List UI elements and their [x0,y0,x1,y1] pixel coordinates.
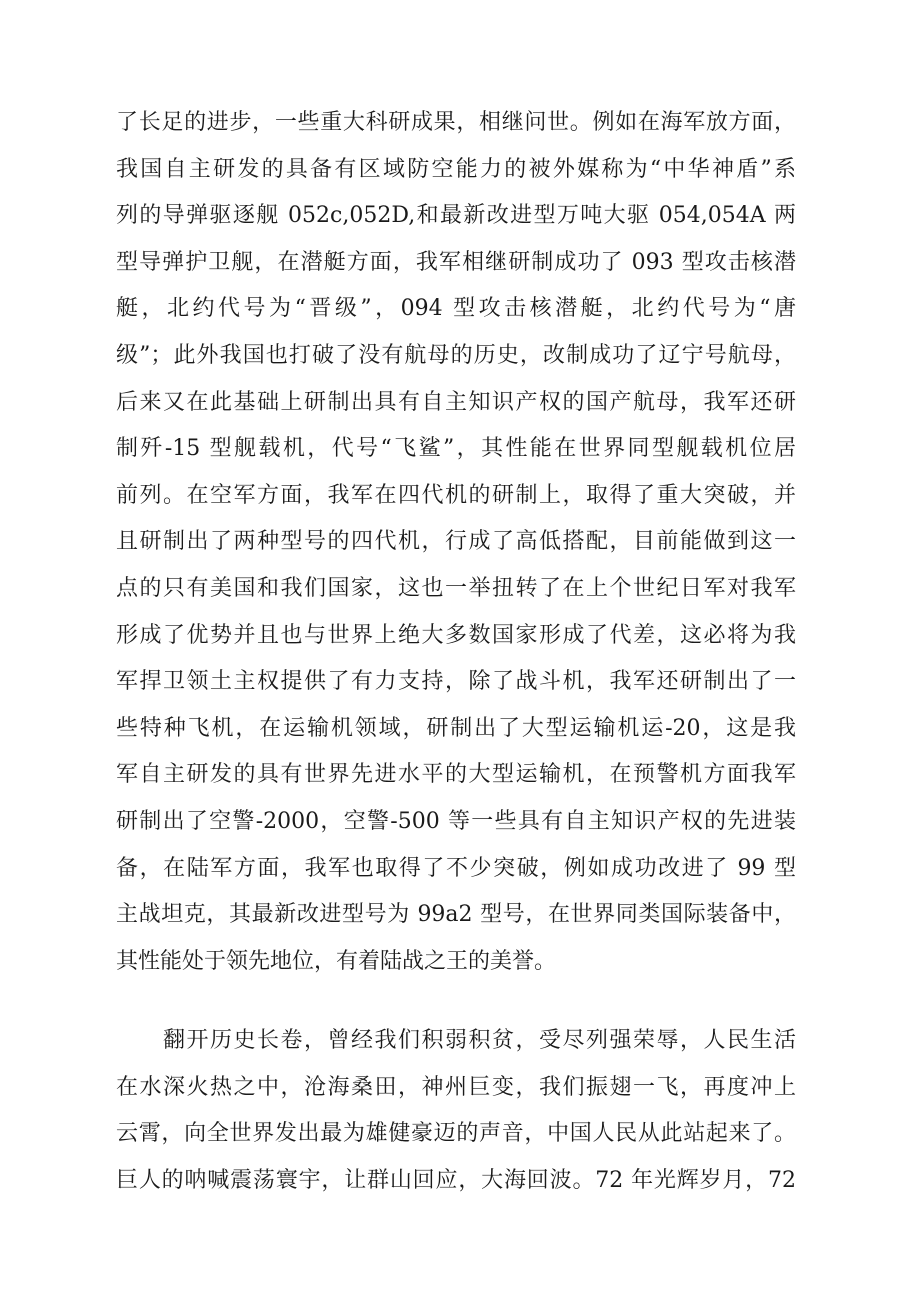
text-line: 形成了优势并且也与世界上绝大多数国家形成了代差，这必将为我 [116,622,796,648]
text-line: 云霄，向全世界发出最为雄健豪迈的声音，中国人民从此站起来了。 [116,1121,796,1147]
text-line: 巨人的呐喊震荡寰宇，让群山回应，大海回波。72 年光辉岁月，72 [116,1167,796,1193]
text-line: 级”；此外我国也打破了没有航母的历史，改制成功了辽宁号航母， [116,342,796,368]
text-line: 制歼-15 型舰载机，代号“飞鲨”，其性能在世界同型舰载机位居 [116,436,796,462]
text-line: 军捍卫领土主权提供了有力支持，除了战斗机，我军还研制出了一 [116,669,796,695]
text-line: 在水深火热之中，沧海桑田，神州巨变，我们振翅一飞，再度冲上 [116,1074,796,1100]
text-line: 前列。在空军方面，我军在四代机的研制上，取得了重大突破，并 [116,482,796,508]
text-line: 后来又在此基础上研制出具有自主知识产权的国产航母，我军还研 [116,389,796,415]
text-line: 研制出了空警-2000，空警-500 等一些具有自主知识产权的先进装 [116,808,796,834]
text-line: 军自主研发的具有世界先进水平的大型运输机，在预警机方面我军 [116,762,796,788]
text-line: 点的只有美国和我们国家，这也一举扭转了在上个世纪日军对我军 [116,575,796,601]
paragraph-history-scroll [116,1018,796,1204]
text-line: 其性能处于领先地位，有着陆战之王的美誉。 [116,948,557,974]
text-line: 列的导弹驱逐舰 052c,052D,和最新改进型万吨大驱 054,054A 两 [116,203,796,229]
text-line: 了长足的进步，一些重大科研成果，相继问世。例如在海军放方面， [116,110,796,135]
paragraph-equipment-progress [116,100,796,985]
text-line: 主战坦克，其最新改进型号为 99a2 型号，在世界同类国际装备中， [116,902,796,928]
text-line: 备，在陆军方面，我军也取得了不少突破，例如成功改进了 99 型 [116,855,796,881]
text-line: 且研制出了两种型号的四代机，行成了高低搭配，目前能做到这一 [116,529,796,555]
text-line: 些特种飞机，在运输机领域，研制出了大型运输机运-20，这是我 [116,715,796,741]
text-line: 艇，北约代号为“晋级”，094 型攻击核潜艇，北约代号为“唐 [116,296,796,322]
text-line: 翻开历史长卷，曾经我们积弱积贫，受尽列强荣辱，人民生活 [116,1028,796,1053]
text-line: 型导弹护卫舰，在潜艇方面，我军相继研制成功了 093 型攻击核潜 [116,249,796,275]
text-line: 我国自主研发的具备有区域防空能力的被外媒称为“中华神盾”系 [116,156,796,182]
